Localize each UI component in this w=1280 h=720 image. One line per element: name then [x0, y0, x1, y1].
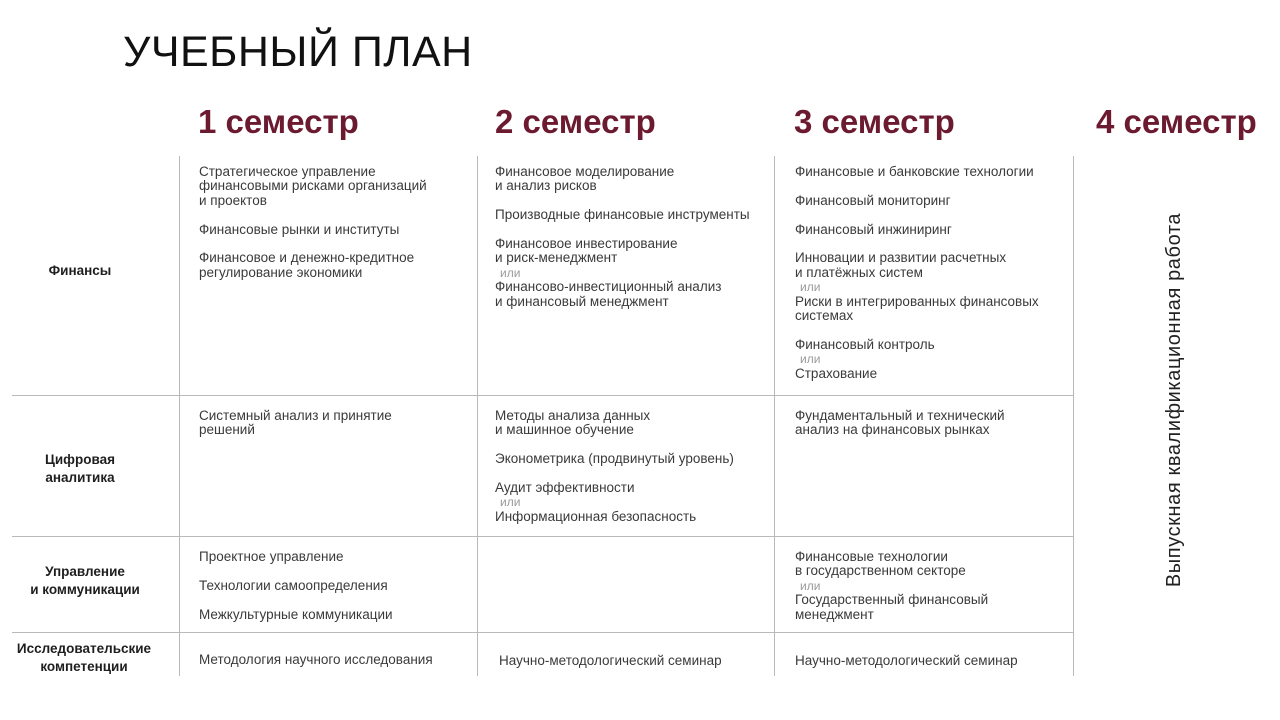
- course-item: [199, 653, 469, 667]
- cell-analytics-sem1: [199, 409, 469, 452]
- semester-3-header: 3 семестр: [794, 103, 955, 140]
- cell-finance-sem3: [795, 165, 1071, 395]
- course-name: Фундаментальный и технический анализ на финансовых рынках: [795, 408, 1005, 438]
- course-name: Финансовое инвестирование и риск-менеджмент: [495, 236, 678, 266]
- course-alternative: Государственный финансовый менеджмент: [795, 592, 989, 622]
- course-item: [499, 654, 773, 668]
- semester-2-header: 2 семестр: [495, 103, 656, 140]
- course-alternative: Риски в интегрированных финансовых системах: [795, 293, 1039, 324]
- course-name: Инновации и развитии расчетных и платёжных систем: [795, 250, 1007, 280]
- course-name: Технологии самоопределения: [199, 577, 388, 593]
- category-management: Управление и коммуникации: [30, 564, 140, 597]
- course-item: [795, 409, 1071, 438]
- course-name: Финансовые рынки и институты: [199, 221, 400, 237]
- cell-research-sem2: [499, 654, 773, 683]
- or-label: или: [800, 280, 821, 295]
- course-name: Финансовый контроль: [795, 336, 935, 352]
- course-item: [199, 608, 469, 622]
- course-name: Методы анализа данных и машинное обучение: [495, 408, 651, 438]
- or-label: или: [500, 495, 521, 510]
- grid-divider-4: [1073, 156, 1074, 676]
- cell-research-sem1: [199, 653, 469, 682]
- semester-1-header: 1 семестр: [198, 103, 359, 140]
- course-name: Проектное управление: [199, 549, 344, 564]
- course-item: [795, 165, 1071, 179]
- course-item: [795, 338, 1071, 381]
- course-item: [795, 654, 1071, 668]
- category-digital-analytics: Цифровая аналитика: [45, 452, 115, 485]
- course-name: Стратегическое управление финансовыми рисками организаций и проектов: [199, 164, 427, 208]
- cell-analytics-sem3: [795, 409, 1071, 452]
- thesis-label: Выпускная квалификационная работа: [1163, 212, 1185, 588]
- course-name: Межкультурные коммуникации: [199, 606, 393, 622]
- course-item: [495, 165, 773, 194]
- or-label: или: [500, 265, 521, 280]
- course-item: [795, 550, 1071, 622]
- course-item: [199, 165, 469, 208]
- cell-analytics-sem2: [495, 409, 773, 539]
- course-alternative: Страхование: [795, 365, 878, 381]
- course-name: Методология научного исследования: [199, 652, 433, 667]
- course-item: [199, 251, 469, 280]
- course-name: Эконометрика (продвинутый уровень): [495, 451, 734, 467]
- category-finance: Финансы: [48, 263, 112, 278]
- course-alternative: Информационная безопасность: [495, 508, 697, 524]
- course-name: Аудит эффективности: [495, 480, 635, 495]
- course-name: Финансовый мониторинг: [795, 192, 951, 208]
- cell-research-sem3: [795, 654, 1071, 683]
- course-item: [199, 409, 469, 438]
- grid-divider-2: [477, 156, 478, 676]
- course-item: [199, 223, 469, 237]
- course-alternative: Финансово-инвестиционный анализ и финансовый менеджмент: [495, 279, 722, 309]
- course-name: Финансовый инжиниринг: [795, 221, 952, 237]
- cell-management-sem1: [199, 550, 469, 636]
- course-item: [199, 550, 469, 564]
- course-name: Производные финансовые инструменты: [495, 207, 750, 223]
- course-name: Финансовое моделирование и анализ рисков: [495, 164, 675, 194]
- cell-finance-sem1: [199, 165, 469, 295]
- course-name: Научно-методологический семинар: [795, 653, 1018, 668]
- or-label: или: [800, 352, 821, 367]
- course-item: [495, 237, 773, 309]
- course-name: Системный анализ и принятие решений: [199, 408, 392, 438]
- course-item: [795, 194, 1071, 208]
- course-item: [795, 251, 1071, 323]
- grid-divider-1: [179, 156, 180, 676]
- course-item: [495, 481, 773, 524]
- course-name: Финансовые технологии в государственном секторе: [795, 549, 966, 579]
- or-label: или: [800, 578, 821, 593]
- course-name: Финансовые и банковские технологии: [795, 164, 1034, 179]
- grid-divider-3: [774, 156, 775, 676]
- course-name: Научно-методологический семинар: [499, 653, 722, 668]
- semester-4-header: 4 семестр: [1096, 103, 1257, 140]
- course-item: [495, 409, 773, 438]
- category-research: Исследовательские компетенции: [16, 641, 152, 674]
- course-item: [495, 452, 773, 466]
- course-item: [795, 223, 1071, 237]
- course-item: [199, 579, 469, 593]
- course-name: Финансовое и денежно-кредитное регулирование экономики: [199, 250, 415, 280]
- cell-management-sem3: [795, 550, 1071, 636]
- course-item: [495, 208, 773, 222]
- page-title: УЧЕБНЫЙ ПЛАН: [123, 28, 473, 76]
- cell-finance-sem2: [495, 165, 773, 323]
